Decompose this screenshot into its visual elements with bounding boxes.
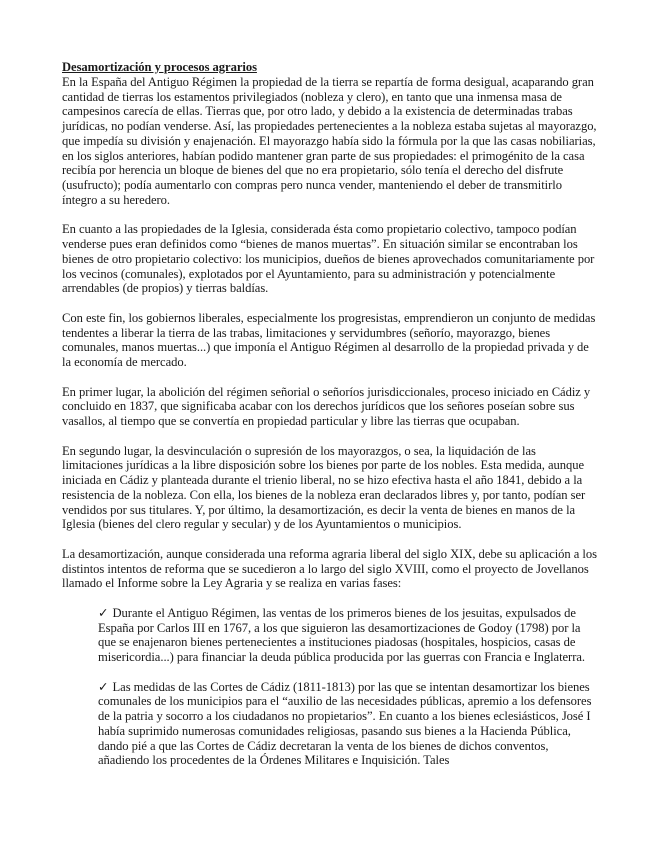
document-body [62,60,597,768]
list-item-text: Las medidas de las Cortes de Cádiz (1811-1813) por las que se intentan desamortizar los bienes comunales de los municipios para el “auxilio de las necesidades públicas, apremio a los defensores de la patria y socorro a los ciudadanos no propietarios”. En cuanto a los bienes eclesiásticos, José I había suprimido numerosas comunidades religiosas, pasando sus bienes a la Hacienda Pública, dando pié a que las Cortes de Cádiz decretaran la venta de los bienes de dichos conventos, añadiendo los procedentes de la Órdenes Militares e Inquisición. Tales [98,679,592,768]
paragraph-seigneurial-abolition: En primer lugar, la abolición del régimen señorial o señoríos jurisdiccionales, proceso iniciado en Cádiz y concluido en 1837, que significaba acabar con los derechos jurídicos que los señores poseían sobre sus vasallos, al tiempo que se convertía en propiedad particular y libre las tierras que ocupaban. [62,384,591,428]
list-item [62,606,597,665]
paragraph-land-ownership: En la España del Antiguo Régimen la propiedad de la tierra se repartía de forma desigual, acaparando gran cantidad de tierras los estamentos privilegiados (nobleza y clero), en tanto que una inmensa masa de campesinos carecía de ellas. Tierras que, por otro lado, y debido a la existencia de determinadas trabas jurídicas, no podían venderse. Así, las propiedades pertenecientes a la nobleza estaba sujetas al mayorazgo, que impedía su división y enajenación. El mayorazgo había sido la fórmula por la que las casas nobiliarias, en los siglos anteriores, habían podido mantener gran parte de sus propiedades: el primogénito de la casa recibía por herencia un bloque de bienes del que no era propietario, sólo tenía el derecho del disfrute (usufructo); podía aumentarlo con compras pero nunca vender, manteniendo el deber de transmitirlo íntegro a su heredero. [62,74,597,207]
checkmark-icon: ✓ [98,679,109,694]
paragraph-liberal-measures: Con este fin, los gobiernos liberales, especialmente los progresistas, emprendieron un conjunto de medidas tendentes a liberar la tierra de las trabas, limitaciones y servidumbres (señorío, mayorazgo, bienes comunales, manos muertas...) que imponía el Antiguo Régimen al desarrollo de la propiedad privada y de la economía de mercado. [62,310,596,369]
document-title: Desamortización y procesos agrarios [62,60,257,74]
checkmark-icon: ✓ [98,605,109,620]
paragraph-mayorazgo-suppression: En segundo lugar, la desvinculación o supresión de los mayorazgos, o sea, la liquidación de las limitaciones jurídicas a la libre disposición sobre los bienes por parte de los nobles. Esta medida, aunque iniciada en Cádiz y planteada durante el trienio liberal, no se hizo efectiva hasta el año 1841, debido a la resistencia de la nobleza. Con ella, los bienes de la nobleza eran declarados libres y, por tanto, podían ser vendidos por sus titulares. Y, por último, la desamortización, es decir la venta de bienes en manos de la Iglesia (bienes del clero regular y secular) y de los Ayuntamientos o municipios. [62,443,586,532]
list-item-text: Durante el Antiguo Régimen, las ventas de los primeros bienes de los jesuitas, expulsados de España por Carlos III en 1767, a los que siguieron las desamortizaciones de Godoy (1798) por la que se enajenaron bienes pertenecientes a instituciones piadosas (hospitales, hospicios, casas de misericordia...) para financiar la deuda pública producida por las guerras con Francia e Inglaterra. [98,605,585,664]
paragraph-desamortization-phases: La desamortización, aunque considerada una reforma agraria liberal del siglo XIX, debe su aplicación a los distintos intentos de reforma que se sucedieron a lo largo del siglo XVIII, como el proyecto de Jovellanos llamado el Informe sobre la Ley Agraria y se realiza en varias fases: [62,546,597,591]
list-item [62,680,597,769]
paragraph-church-property: En cuanto a las propiedades de la Iglesia, considerada ésta como propietario colectivo, tampoco podían venderse pues eran definidos como “bienes de manos muertas”. En situación similar se encontraban los bienes de otro propietario colectivo: los municipios, dueños de bienes aprovechados comunitariamente por los vecinos (comunales), explotados por el Ayuntamiento, para su administración y potencialmente arrendables (de propios) y tierras baldías. [62,222,595,296]
